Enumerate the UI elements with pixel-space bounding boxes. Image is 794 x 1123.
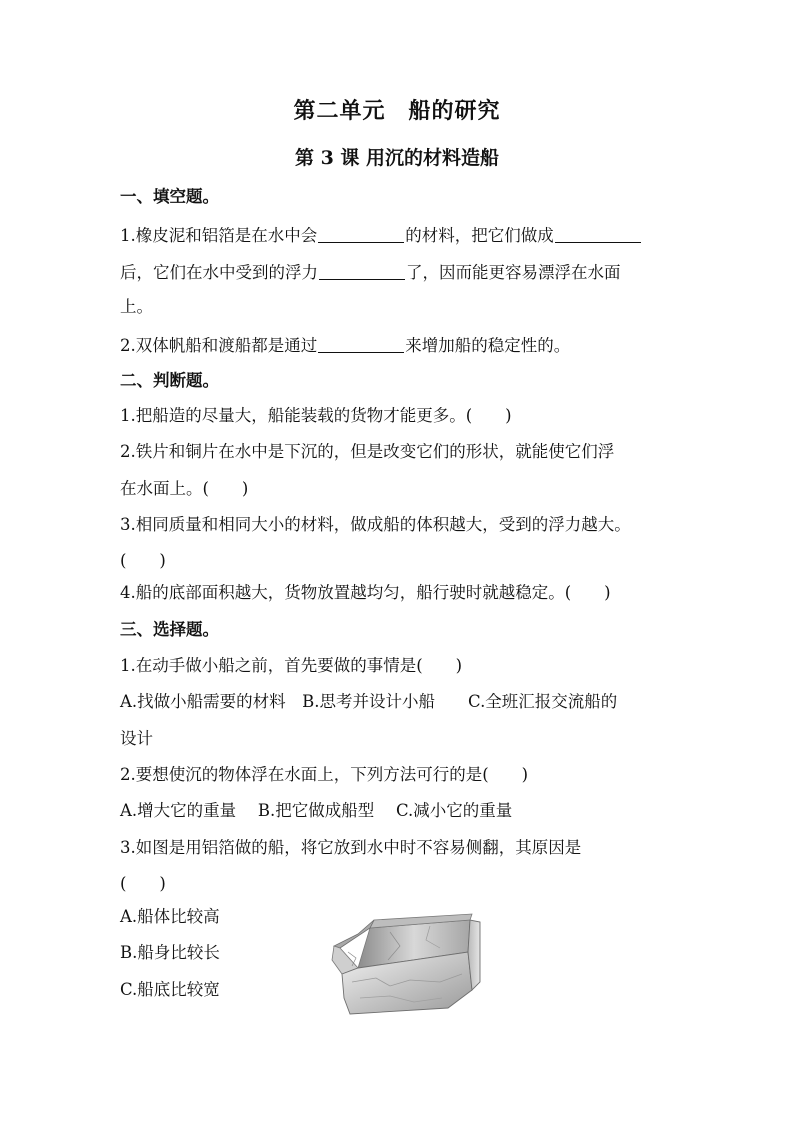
fill-q1-text-c: 后，它们在水中受到的浮力 [120,263,318,282]
judge-question-2-line-2: 在水面上。( ) [120,479,249,498]
fill-q2-text-b: 来增加船的稳定性的。 [405,336,571,355]
choice-question-3-option-b: B.船身比较长 [120,943,220,962]
judge-question-2-line-1: 2.铁片和铜片在水中是下沉的，但是改变它们的形状，就能使它们浮 [120,442,615,461]
choice-question-1-stem: 1.在动手做小船之前，首先要做的事情是( ) [120,656,463,675]
answer-blank[interactable] [555,222,641,243]
answer-blank[interactable] [318,222,404,243]
judge-question-4: 4.船的底部面积越大，货物放置越均匀，船行驶时就越稳定。( ) [120,583,611,602]
judge-question-1: 1.把船造的尽量大，船能装载的货物才能更多。( ) [120,406,512,425]
fill-q1-text-d: 了，因而能更容易漂浮在水面 [406,263,621,282]
choice-question-1-options-cont: 设计 [120,729,153,748]
choice-question-2-options: A.增大它的重量 B.把它做成船型 C.减小它的重量 [120,801,513,820]
choice-question-1-options: A.找做小船需要的材料 B.思考并设计小船 C.全班汇报交流船的 [120,692,618,711]
fill-q1-text-e: 上。 [120,297,153,316]
lesson-title: 第 3 课 用沉的材料造船 [294,147,500,169]
fill-question-1-line-3 [120,295,680,319]
fill-question-1-line-1 [120,222,680,248]
fill-q2-text-a: 2.双体帆船和渡船都是通过 [120,336,318,355]
choice-question-2-stem: 2.要想使沉的物体浮在水面上，下列方法可行的是( ) [120,765,529,784]
judge-question-3-line-2: ( ) [120,551,166,570]
fill-q1-text-b: 的材料，把它们做成 [405,226,554,245]
choice-question-3-option-c: C.船底比较宽 [120,980,220,999]
choice-question-3-stem-line-2: ( ) [120,874,166,893]
fill-q1-text-a: 1.橡皮泥和铝箔是在水中会 [120,226,318,245]
foil-boat-image [330,912,482,1016]
section-choice-heading: 三、选择题。 [120,620,219,639]
unit-title: 第二单元 船的研究 [293,98,501,124]
answer-blank[interactable] [318,332,404,353]
choice-question-3-option-a: A.船体比较高 [120,907,220,926]
fill-question-1-line-2 [120,259,680,285]
judge-question-3-line-1: 3.相同质量和相同大小的材料，做成船的体积越大，受到的浮力越大。 [120,515,631,534]
section-fill-heading: 一、填空题。 [120,187,219,206]
answer-blank[interactable] [319,259,405,280]
choice-question-3-stem-line-1: 3.如图是用铝箔做的船，将它放到水中时不容易侧翻，其原因是 [120,838,582,857]
fill-question-2 [120,332,680,358]
section-judge-heading: 二、判断题。 [120,371,219,390]
